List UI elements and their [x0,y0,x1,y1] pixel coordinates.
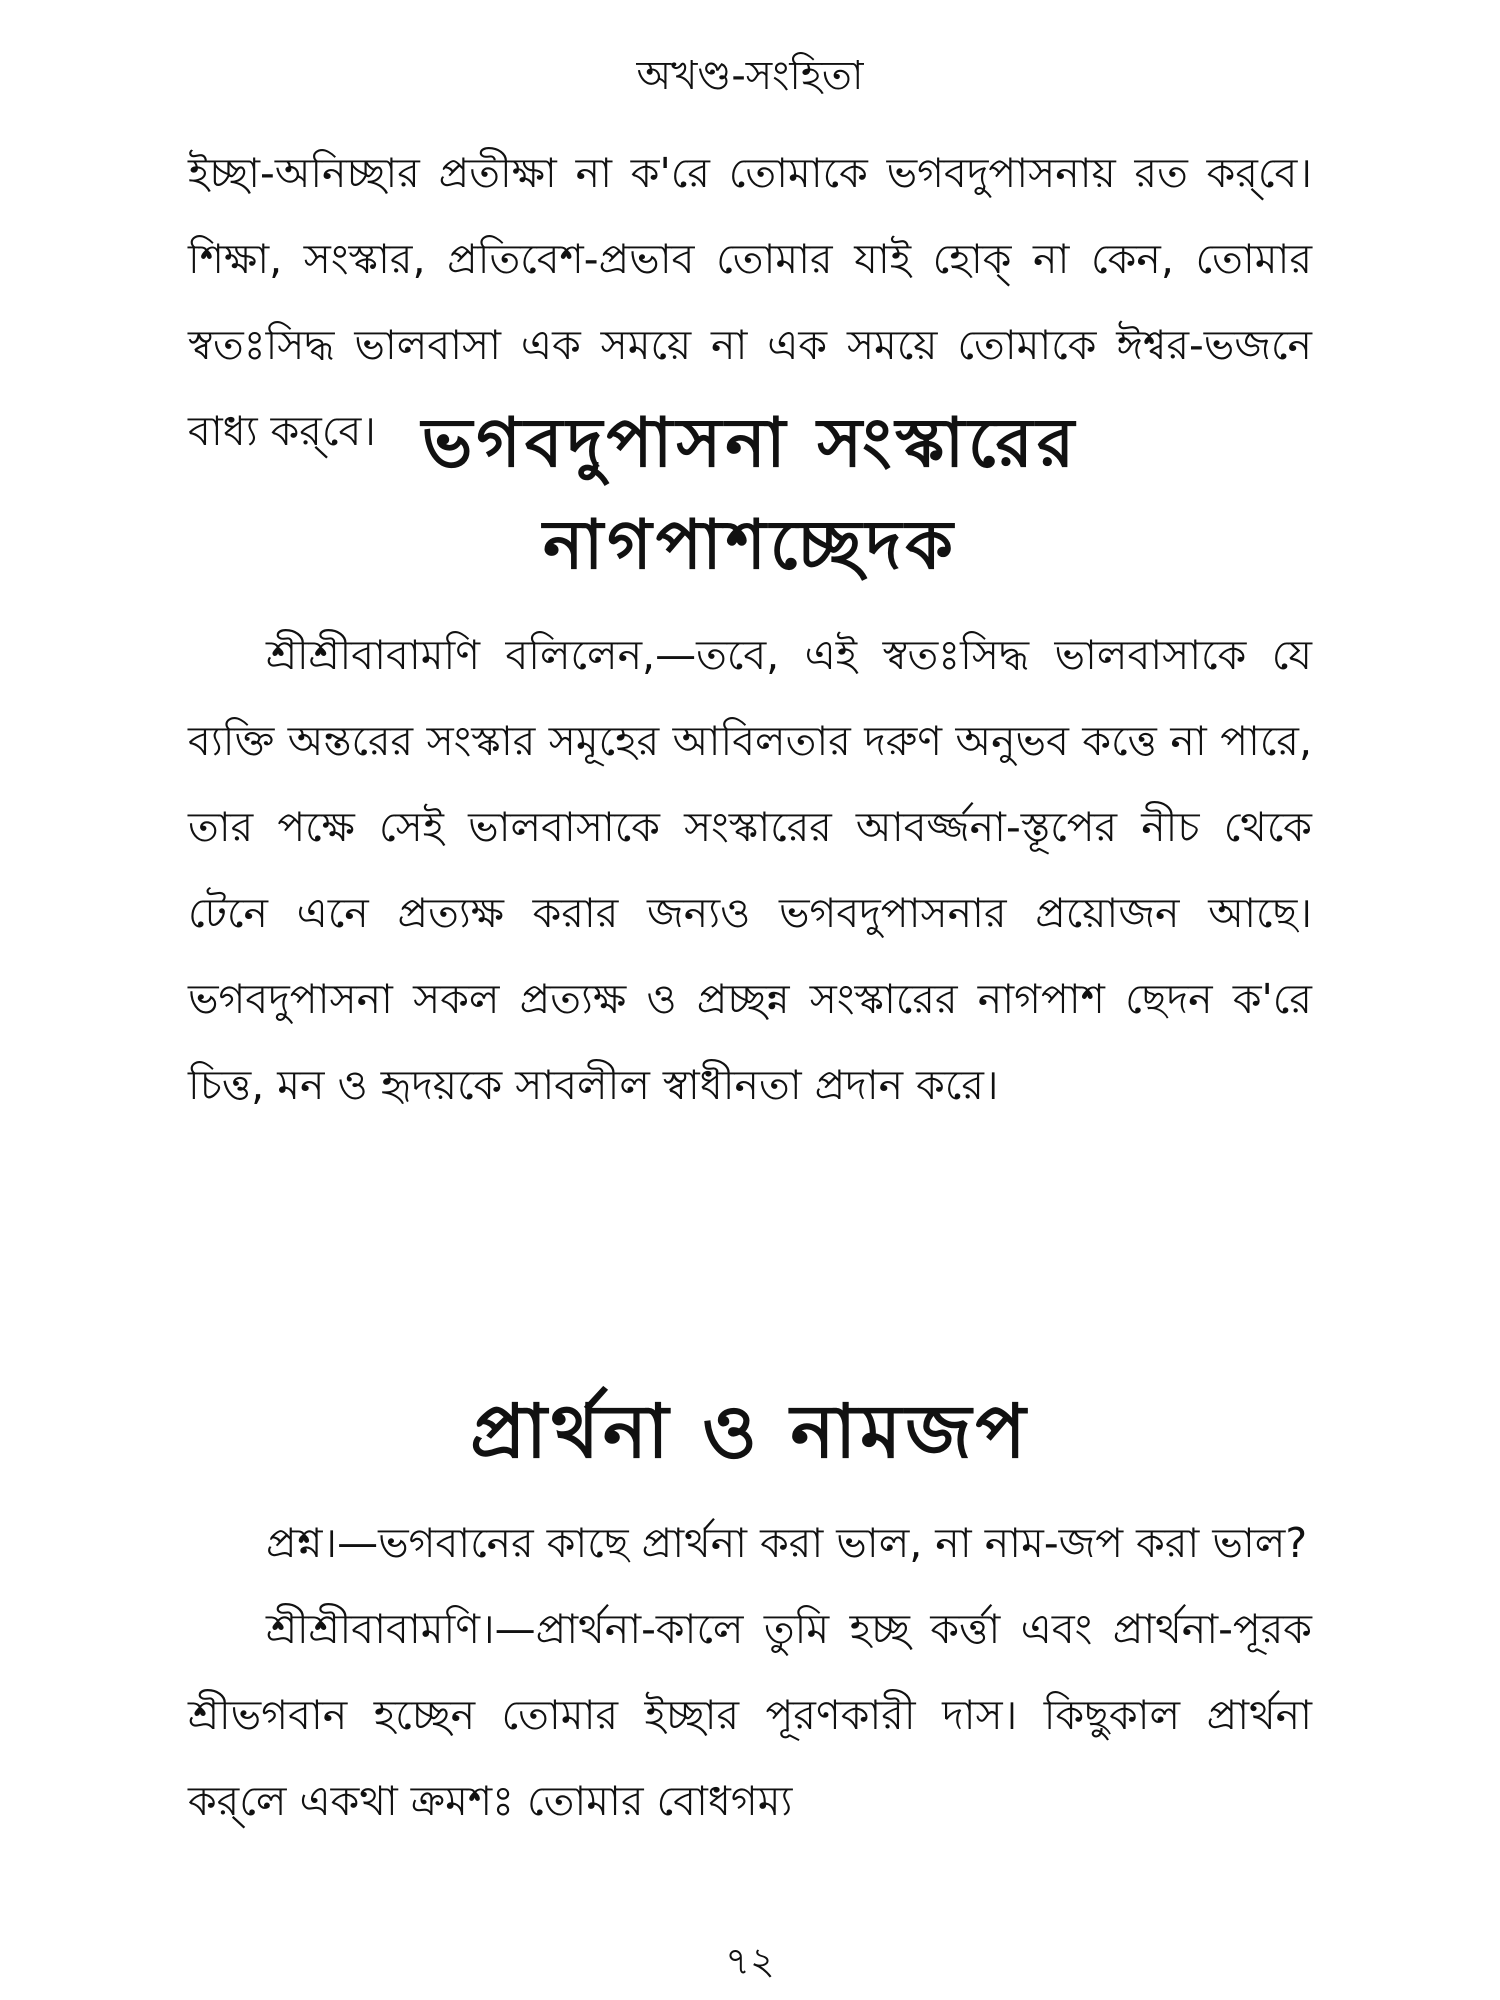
section1-heading-line1: ভগবদুপাসনা সংস্কারের [421,404,1079,483]
running-header: অখণ্ড-সংহিতা [636,53,864,99]
question-paragraph: প্রশ্ন।—ভগবানের কাছে প্রার্থনা করা ভাল, না নাম-জপ করা ভাল? [266,1519,1308,1567]
section2-heading: প্রার্থনা ও নামজপ [470,1389,1030,1475]
section1-heading-line2: নাগপাশচ্ছেদক [543,506,957,585]
section1-text [188,612,1312,1128]
intro-paragraph: ইচ্ছা-অনিচ্ছার প্রতীক্ষা না ক'রে তোমাকে ভগবদুপাসনায় রত কর্‌বে। শিক্ষা, সংস্কার, প্রতিবেশ-প্রভাব তোমার যাই হোক্‌ না কেন, তোমার স্বতঃসিদ্ধ ভালবাসা এক সময়ে না এক সময়ে তোমাকে ঈশ্বর-ভজনে বাধ্য কর্‌বে। [188,149,1312,455]
page-number: ৭২ [725,1939,775,1983]
section1-paragraph: শ্রীশ্রীবাবামণি বলিলেন,—তবে, এই স্বতঃসিদ্ধ ভালবাসাকে যে ব্যক্তি অন্তরের সংস্কার সমূহের আবিলতার দরুণ অনুভব কত্তে না পারে, তার পক্ষে সেই ভালবাসাকে সংস্কারের আবর্জ্জনা-স্তূপের নীচ থেকে টেনে এনে প্রত্যক্ষ করার জন্যও ভগবদুপাসনার প্রয়োজন আছে। ভগবদুপাসনা সকল প্রত্যক্ষ ও প্রচ্ছন্ন সংস্কারের নাগপাশ ছেদন ক'রে চিত্ত, মন ও হৃদয়কে সাবলীল স্বাধীনতা প্রদান করে। [188,631,1312,1109]
section2-text [188,1500,1312,1844]
answer-paragraph: শ্রীশ্রীবাবামণি।—প্রার্থনা-কালে তুমি হচ্ছ কর্ত্তা এবং প্রার্থনা-পূরক শ্রীভগবান হচ্ছেন তোমার ইচ্ছার পূরণকারী দাস। কিছুকাল প্রার্থনা কর্‌লে একথা ক্রমশঃ তোমার বোধগম্য [188,1605,1312,1825]
